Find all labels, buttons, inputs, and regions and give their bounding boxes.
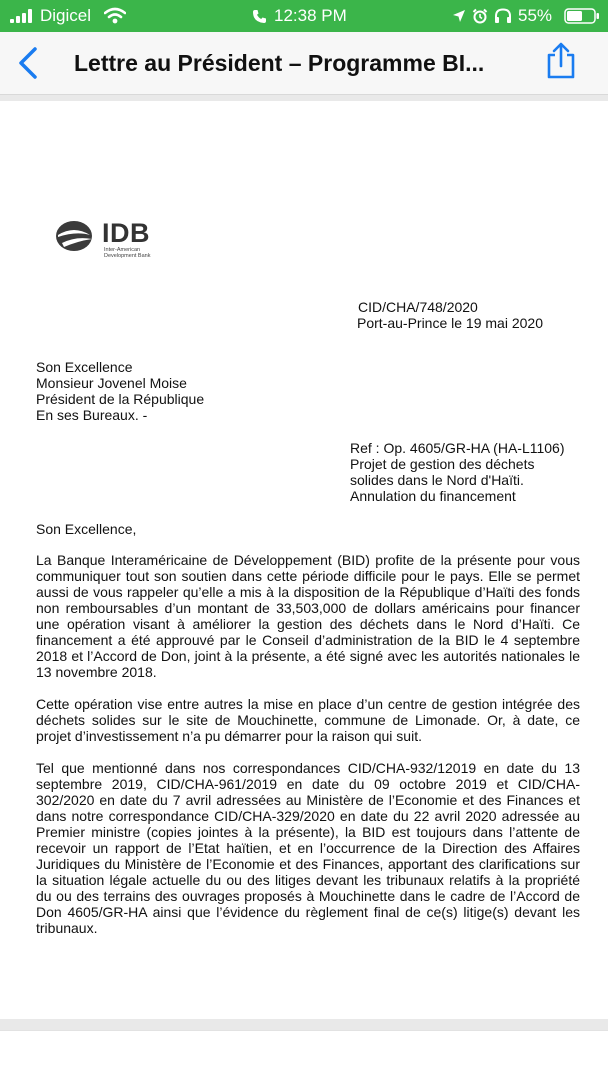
address-line: En ses Bureaux. - <box>36 407 148 423</box>
document-title: Lettre au Président – Programme BI... <box>74 50 485 76</box>
back-chevron-icon[interactable] <box>16 46 40 80</box>
body-paragraph: La Banque Interaméricaine de Développement (BID) profite de la présente pour vous communiquer tout son soutien dans cette période difficile pour le pays. Elle se permet aussi de vous rappeler qu’elle a mis à la disposition de la République d’Haïti des fonds non remboursables d’un montant de 33,503,000 de dollars américains pour financer une opération visant à améliorer la gestion des déchets dans le Nord d’Haïti. Ce financement a été approuvé par le Conseil d’administration de la BID le 4 septembre 2018 et l’Accord de Don, joint à la présente, a été signé avec les autorités nationales le 13 novembre 2018. <box>36 552 580 680</box>
idb-logo-subtitle-1: Inter-American <box>104 247 141 253</box>
headphones-icon <box>494 8 512 24</box>
document-viewer[interactable] <box>0 95 608 1080</box>
clock: 12:38 PM <box>274 6 347 25</box>
subject-line: Ref : Op. 4605/GR-HA (HA-L1106) <box>350 440 565 456</box>
battery-percent: 55% <box>518 6 553 25</box>
body-paragraph: Cette opération vise entre autres la mise en place d’un centre de gestion intégrée des déchets solides sur le site de Mouchinette, commune de Limonade. Or, à date, ce projet d’investissement n’a pu démarrer pour la raison qui suit. <box>36 696 580 744</box>
signal-icon <box>10 9 36 23</box>
location-icon <box>452 9 466 23</box>
idb-logo-text: IDB <box>102 218 150 248</box>
letter-page <box>0 101 608 1019</box>
letter-place-date: Port-au-Prince le 19 mai 2020 <box>357 315 543 331</box>
bottom-bar <box>0 1030 608 1081</box>
subject-line: Annulation du financement <box>350 488 516 504</box>
address-line: Président de la République <box>36 391 205 407</box>
idb-logo-subtitle-2: Development Bank <box>104 253 151 259</box>
subject-line: solides dans le Nord d'Haïti. <box>350 472 524 488</box>
wifi-icon <box>104 7 126 24</box>
body-paragraph: Tel que mentionné dans nos correspondances CID/CHA-932/12019 en date du 13 septembre 2019, CID/CHA-961/2019 en date du 09 octobre 2019 et CID/CHA-302/2020 en date du 7 avril adressées au Ministère de l’Economie et des Finances et dans notre correspondance CID/CHA-329/2020 en date du 22 avril 2020 adressée au Premier ministre (copies jointes à la présente), la BID est toujours dans l’attente de recevoir un rapport de l’Etat haïtien, et en l’occurrence de la Direction des Affaires Juridiques du Ministère de l’Economie et des Finances, apportant des clarifications sur la situation légale actuelle du ou des litiges devant les tribunaux relatifs à la propriété du ou des terrains des ouvrages proposés à Mouchinette dans le cadre de l’Accord de Don 4605/GR-HA ainsi que l’évidence du règlement final de ce(s) litige(s) devant les tribunaux. <box>36 760 580 936</box>
letter-reference: CID/CHA/748/2020 <box>358 299 478 315</box>
address-line: Monsieur Jovenel Moise <box>36 375 187 391</box>
status-bar <box>0 0 608 32</box>
battery-icon <box>564 8 600 24</box>
carrier-name: Digicel <box>40 6 92 25</box>
idb-logo-icon <box>54 219 104 253</box>
address-line: Son Excellence <box>36 359 133 375</box>
navigation-bar <box>0 32 608 95</box>
phone-call-icon <box>252 9 267 24</box>
alarm-icon <box>472 8 488 24</box>
share-icon[interactable] <box>544 42 578 80</box>
subject-line: Projet de gestion des déchets <box>350 456 535 472</box>
salutation: Son Excellence, <box>36 521 137 537</box>
